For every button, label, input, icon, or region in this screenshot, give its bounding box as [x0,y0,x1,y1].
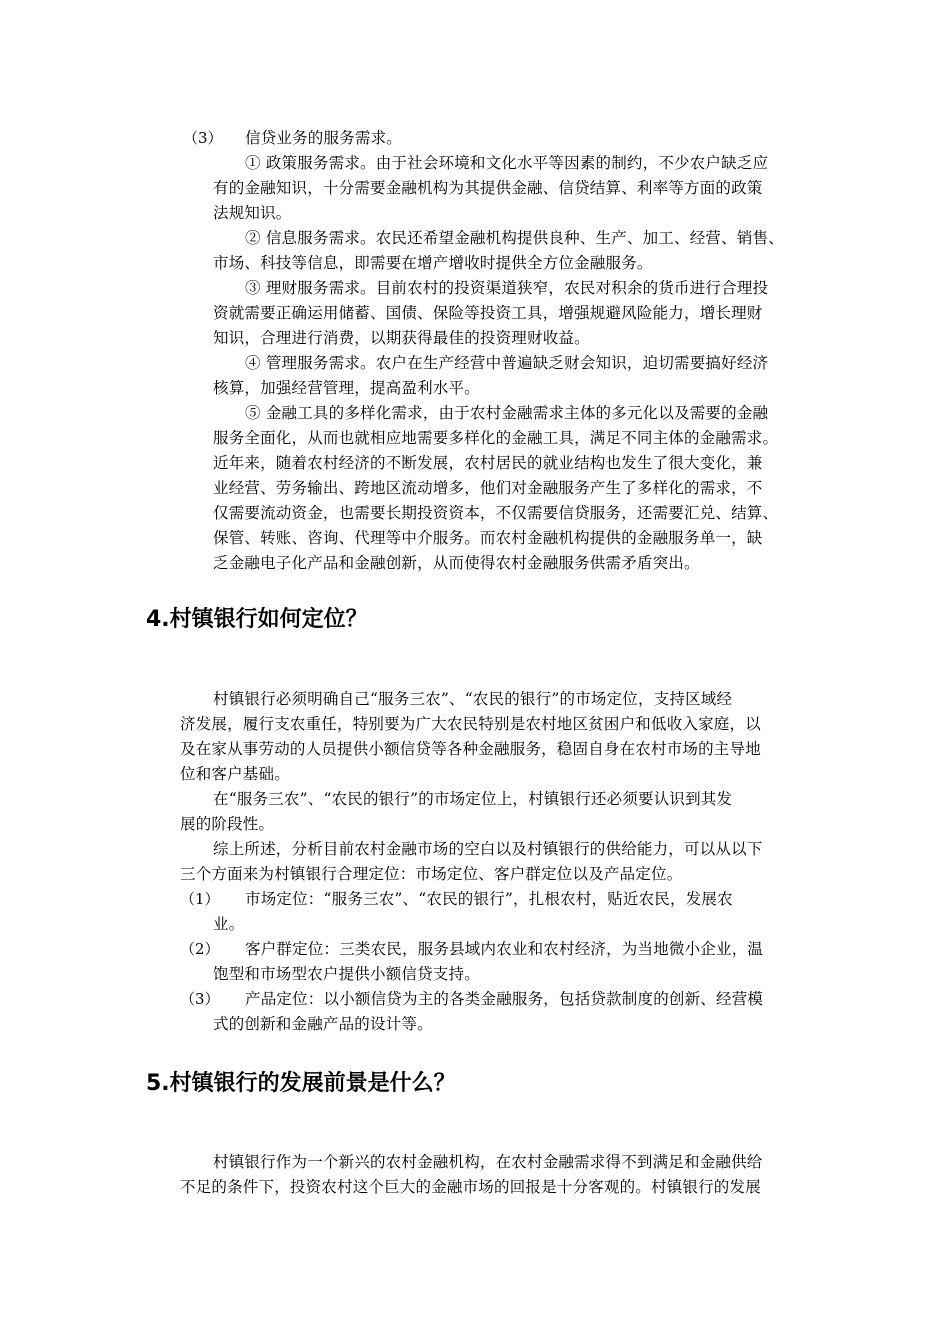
list-item-title: 信贷业务的服务需求。 [245,129,403,147]
text-line: 在“服务三农”、“农民的银行”的市场定位上，村镇银行还必须要认识到其发 [213,790,733,808]
text-line: 近年来，随着农村经济的不断发展，农村居民的就业结构也发生了很大变化，兼 [213,454,763,472]
text-line: 客户群定位：三类农民，服务县域内农业和农村经济，为当地微小企业，温 [245,940,764,958]
text-line: 展的阶段性。 [180,815,275,833]
list-number: （2） [180,940,220,958]
text-line: 业经营、劳务输出、跨地区流动增多，他们对金融服务产生了多样化的需求，不 [213,479,763,497]
text-line: 不足的条件下，投资农村这个巨大的金融市场的回报是十分客观的。村镇银行的发展 [180,1178,761,1196]
text-line: 产品定位：以小额信贷为主的各类金融服务，包括贷款制度的创新、经营模 [245,990,764,1008]
section-heading-prospects: 5.村镇银行的发展前景是什么？ [146,1071,456,1096]
list-number: （3） [180,990,220,1008]
text-line: 市场定位：“服务三农”、“农民的银行”，扎根农村，贴近农民，发展农 [245,890,733,908]
text-line: 位和客户基础。 [180,765,290,783]
text-line: 乏金融电子化产品和金融创新，从而使得农村金融服务供需矛盾突出。 [213,554,700,572]
text-line: 有的金融知识，十分需要金融机构为其提供金融、信贷结算、利率等方面的政策 [213,179,763,197]
text-line: 村镇银行必须明确自己“服务三农”、“农民的银行”的市场定位，支持区域经 [213,690,733,708]
text-line: 及在家从事劳动的人员提供小额信贷等各种金融服务，稳固自身在农村市场的主导地 [180,740,761,758]
text-line: 济发展，履行支农重任，特别要为广大农民特别是农村地区贫困户和低收入家庭，以 [180,715,761,733]
section-heading-positioning: 4.村镇银行如何定位？ [146,607,368,632]
text-line: 资就需要正确运用储蓄、国债、保险等投资工具，增强规避风险能力，增长理财 [213,304,763,322]
text-line: 业。 [213,915,245,933]
text-line: 法规知识。 [213,204,292,222]
text-line: 三个方面来为村镇银行合理定位：市场定位、客户群定位以及产品定位。 [180,865,683,883]
text-line: ② 信息服务需求。农民还希望金融机构提供良种、生产、加工、经营、销售、 [245,229,784,247]
text-line: 核算，加强经营管理，提高盈利水平。 [213,379,480,397]
text-line: ① 政策服务需求。由于社会环境和文化水平等因素的制约，不少农户缺乏应 [245,154,769,172]
text-line: ④ 管理服务需求。农户在生产经营中普遍缺乏财会知识，迫切需要搞好经济 [245,354,769,372]
text-line: 综上所述，分析目前农村金融市场的空白以及村镇银行的供给能力，可以从以下 [213,840,763,858]
text-line: ③ 理财服务需求。目前农村的投资渠道狭窄，农民对积余的货币进行合理投 [245,279,769,297]
text-line: 市场、科技等信息，即需要在增产增收时提供全方位金融服务。 [213,254,653,272]
text-line: 村镇银行作为一个新兴的农村金融机构，在农村金融需求得不到满足和金融供给 [213,1153,763,1171]
text-line: ⑤ 金融工具的多样化需求，由于农村金融需求主体的多元化以及需要的金融 [245,404,769,422]
text-line: 饱型和市场型农户提供小额信贷支持。 [213,965,480,983]
text-line: 保管、转账、咨询、代理等中介服务。而农村金融机构提供的金融服务单一，缺 [213,529,763,547]
text-line: 仅需要流动资金，也需要长期投资资本，不仅需要信贷服务，还需要汇兑、结算、 [213,504,779,522]
text-line: 知识，合理进行消费，以期获得最佳的投资理财收益。 [213,329,590,347]
list-number: （1） [180,890,220,908]
text-line: 式的创新和金融产品的设计等。 [213,1015,433,1033]
text-line: 服务全面化，从而也就相应地需要多样化的金融工具，满足不同主体的金融需求。 [213,429,779,447]
list-number: （3） [183,129,223,147]
